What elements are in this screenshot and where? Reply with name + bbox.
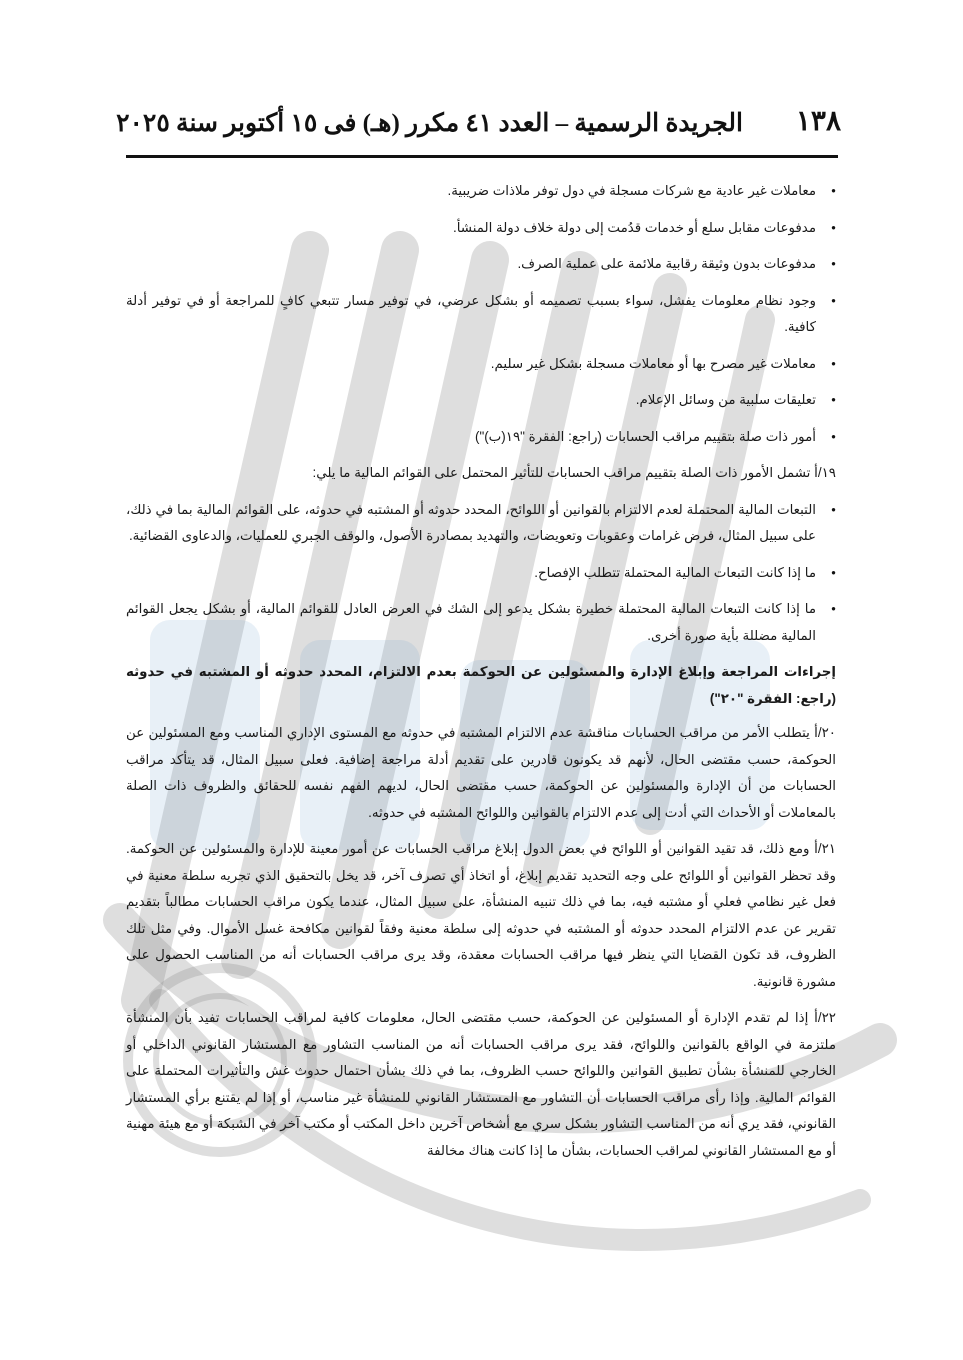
paragraph-20a: [126, 720, 836, 826]
paragraph-21a: [126, 836, 836, 995]
paragraph-text: يتطلب الأمر من مراقب الحسابات مناقشة عدم الالتزام المشتبه في حدوثه مع المستوى الإداري المناسب ومع المسئولين عن الحوكمة، حسب مقتضى الحال، لأنهم قد يكونون قادرين على تقديم أدلة مراجعة إضافية. فعلى سبيل المثال، قد يتأكد مراقب الحسابات من أن الإدارة والمسئولين عن الحوكمة، حسب مقتضى الحال، لديهم الفهم نفسه للحقائق والظروف ذات الصلة بالمعاملات أو الأحداث التي أدت إلى عدم الالتزام بالقوانين واللوائح المشتبه في حدوثه.: [126, 725, 836, 820]
paragraph-22a: [126, 1005, 836, 1164]
list-item: ● تعليقات سلبية من وسائل الإعلام.: [126, 387, 836, 414]
list-item: ● ما إذا كانت التبعات المالية المحتملة تتطلب الإفصاح.: [126, 560, 836, 587]
paragraph-number: ٢١/أ: [814, 841, 836, 856]
page-header: [116, 104, 841, 154]
paragraph-text: تشمل الأمور ذات الصلة بتقييم مراقب الحسابات للتأثير المحتمل على القوائم المالية ما يلي:: [312, 465, 811, 480]
paragraph-number: ٢٢/أ: [814, 1010, 836, 1025]
paragraph-number: ١٩/أ: [814, 465, 836, 480]
section-heading: إجراءات المراجعة وإبلاغ الإدارة والمسئولين عن الحوكمة بعدم الالتزام، المحدد حدوثه أو المشتبه في حدوثه (راجع: الفقرة "٢٠"): [126, 664, 836, 706]
document-body: [126, 178, 836, 1170]
list-item: ● التبعات المالية المحتملة لعدم الالتزام بالقوانين أو اللوائح، المحدد حدوثه أو المشتبه في حدوثه، على القوائم المالية بما في ذلك، على سبيل المثال، فرض غرامات وعقوبات وتعويضات، والتهديد بمصادرة الأصول، والوقف الجبري للعمليات، والدعاوى القضائية.: [126, 497, 836, 550]
list-item: ● أمور ذات صلة بتقييم مراقب الحسابات (راجع: الفقرة "١٩(ب)"): [126, 424, 836, 451]
page-number: ١٣٨: [795, 106, 841, 137]
paragraph-text: إذا لم تقدم الإدارة أو المسئولين عن الحوكمة، حسب مقتضى الحال، معلومات كافية لمراقب الحسابات تفيد بأن المنشأة ملتزمة في الواقع بالقوانين واللوائح، فقد يرى مراقب الحسابات أنه من المناسب التشاور مع المستشار القانوني الداخلي أو الخارجي للمنشأة بشأن تطبيق القوانين واللوائح حسب الظروف، بما في ذلك بشأن احتمال حدوث غش والتأثيرات المحتملة على القوائم المالية. وإذا رأى مراقب الحسابات أن التشاور مع المستشار القانوني للمنشأة غير مناسب، أو إذا لم يقتنع برأي المستشار القانوني، فقد يري أنه من المناسب التشاور بشكل سري مع أشخاص آخرين داخل المكتب أو مكتب آخر في الشبكة أو مع هيئة مهنية أو مع المستشار القانوني لمراقب الحسابات، بشأن ما إذا كانت هناك مخالفة: [126, 1010, 836, 1158]
list-item: ● ما إذا كانت التبعات المالية المحتملة خطيرة بشكل يدعو إلى الشك في العرض العادل للقوائم المالية، أو بشكل يجعل القوائم المالية مضللة بأية صورة أخرى.: [126, 596, 836, 649]
list-item: ● معاملات غير مصرح بها أو معاملات مسجلة بشكل غير سليم.: [126, 351, 836, 378]
list-item: ● مدفوعات بدون وثيقة رقابية ملائمة على عملية الصرف.: [126, 251, 836, 278]
paragraph-number: ٢٠/أ: [814, 725, 836, 740]
paragraph-text: ومع ذلك، قد تقيد القوانين أو اللوائح في بعض الدول إبلاغ مراقب الحسابات عن أمور معينة للإدارة والمسئولين عن الحوكمة. وقد تحظر القوانين أو اللوائح على وجه التحديد تقديم إبلاغ، أو اتخاذ أي تصرف آخر، قد يخل بالتحقيق الذي تجريه سلطة معنية في فعل غير نظامي فعلي أو مشتبه فيه، بما في ذلك تنبيه المنشأة، على سبيل المثال، عندما يكون مراقب الحسابات مطالباً بتقديم تقرير عن عدم الالتزام المحدد حدوثه أو المشتبه في حدوثه إلى سلطة معنية وفقاً لقوانين مكافحة غسل الأموال. وفي مثل تلك الظروف، قد تكون القضايا التي ينظر فيها مراقب الحسابات معقدة، وقد يرى مراقب الحسابات أنه من المناسب الحصول على مشورة قانونية.: [126, 841, 836, 989]
header-divider: [126, 155, 838, 158]
paragraph-19a: [126, 460, 836, 487]
gazette-title: الجريدة الرسمية – العدد ٤١ مكرر (هـ) فى ١٥ أكتوبر سنة ٢٠٢٥: [116, 110, 743, 137]
list-item: ● وجود نظام معلومات يفشل، سواء بسبب تصميمه أو بشكل عرضي، في توفير مسار تتبعي كافٍ للمراجعة أو في توفير أدلة كافية.: [126, 288, 836, 341]
list-item: ● معاملات غير عادية مع شركات مسجلة في دول توفر ملاذات ضريبية.: [126, 178, 836, 205]
list-item: ● مدفوعات مقابل سلع أو خدمات قدُمت إلى دولة خلاف دولة المنشأ.: [126, 215, 836, 242]
